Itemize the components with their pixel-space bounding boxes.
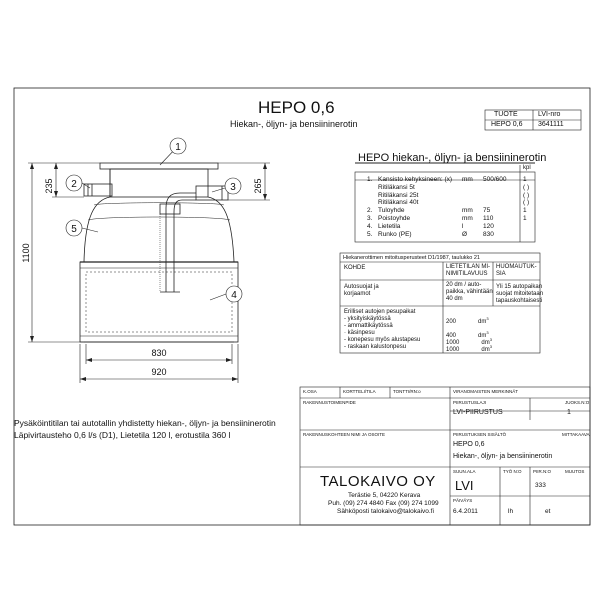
dim-830: 830 xyxy=(151,348,167,358)
lvi-label: LVI-nro xyxy=(538,111,561,118)
tb-paivays-label: PÄIVÄYS xyxy=(453,498,473,503)
tb-juoks-label: JUOKS.N:O xyxy=(565,400,590,405)
dimension-lines xyxy=(28,163,270,383)
volume-unit: dm xyxy=(481,340,490,346)
parts-unit: mm xyxy=(462,214,473,222)
tb-mittakaava-label: MITTAKAAVA xyxy=(562,432,590,437)
tb-piirnr-label: PIIR.N:O xyxy=(533,469,552,474)
row1-volume: 20 dm / auto- paikka, vähintään 40 dm xyxy=(446,282,493,302)
parts-table-row xyxy=(355,223,535,231)
dome xyxy=(84,197,234,262)
parts-no: 5. xyxy=(367,230,373,238)
parts-no: 1. xyxy=(367,176,373,183)
tb-sisalto-2: Hiekan-, öljyn- ja bensiininerotin xyxy=(453,453,553,460)
parts-table-row xyxy=(355,192,535,200)
parts-qty: ( ) xyxy=(523,183,530,191)
company-email: Sähköposti talokaivo@talokaivo.fi xyxy=(337,508,434,515)
parts-table-row xyxy=(355,231,535,239)
parts-name: Ritiläkansi 25t xyxy=(378,191,419,199)
parts-name: Poistoyhde xyxy=(378,214,411,222)
product-name: HEPO 0,6 xyxy=(491,121,523,128)
volume-unit-sup: 3 xyxy=(486,330,489,335)
dim-1100: 1100 xyxy=(21,243,31,263)
parts-qty: 1 xyxy=(523,176,527,183)
tuote-label: TUOTE xyxy=(494,111,518,118)
lvi-number: 3641111 xyxy=(538,121,564,128)
parts-table-row xyxy=(355,199,535,207)
lid xyxy=(100,163,218,169)
tb-tontti: TONTTI/RN:o xyxy=(393,389,421,394)
parts-value: 500/600 xyxy=(483,176,507,183)
parts-table-title: HEPO hiekan-, öljyn- ja bensiininerotin xyxy=(358,152,547,164)
callout-3: 3 xyxy=(230,182,236,193)
parts-name: Lietetila xyxy=(378,222,401,230)
tb-suunala: LVI xyxy=(455,478,474,493)
tb-et: et xyxy=(545,508,551,515)
description-line1: Pysäköintitilan tai autotallin yhdistetty hiekan-, öljyn- ja bensiininerotin xyxy=(14,418,276,428)
callout-1: 1 xyxy=(175,142,181,153)
tb-sisalto-1: HEPO 0,6 xyxy=(453,441,485,448)
description-line2: Läpivirtausteho 0,6 l/s (D1), Lietetila 120 l, erotustila 360 l xyxy=(14,430,231,440)
callout-4: 4 xyxy=(231,290,237,301)
parts-unit: mm xyxy=(462,207,473,215)
sludge-space xyxy=(86,272,232,332)
volume-unit-sup: 3 xyxy=(489,344,492,349)
company-phone: Puh. (09) 274 4840 Fax (09) 274 1099 xyxy=(328,500,439,507)
parts-qty: 1 xyxy=(523,207,527,215)
col-kohde: KOHDE xyxy=(344,265,366,271)
tb-piirustuslaji-label: PIIRUSTUSLAJI xyxy=(453,400,487,405)
row1-note: Yli 15 autopaikan suojat mitoitetaan tapauskohtaisesti xyxy=(496,284,544,304)
parts-no: 4. xyxy=(367,222,373,230)
parts-no: 2. xyxy=(367,207,373,215)
parts-unit: Ø xyxy=(462,230,468,238)
parts-name: Runko (PE) xyxy=(378,230,412,238)
row2-volume-value xyxy=(446,316,489,325)
tb-sisalto-label: PIIRUSTUKSEN SISÄLTÖ xyxy=(453,432,507,437)
parts-table xyxy=(355,176,535,238)
tb-k-osa: K.OSA xyxy=(303,389,317,394)
volume-unit-sup: 3 xyxy=(486,316,489,321)
parts-qty: ( ) xyxy=(523,191,530,199)
dimensioning-caption: Hiekanerottimen mitoitusperusteet D1/1987, taulukko 21 xyxy=(343,255,480,261)
parts-unit: mm xyxy=(462,176,473,183)
tb-tyonr-label: TYÖ N:O xyxy=(503,469,522,474)
parts-table-row xyxy=(355,215,535,223)
parts-table-row xyxy=(355,176,535,184)
tb-lh: lh xyxy=(508,508,514,515)
dim-265: 265 xyxy=(253,178,263,194)
col-huomautuksia: HUOMAUTUK- SIA xyxy=(496,264,537,277)
dim-235: 235 xyxy=(44,178,54,194)
parts-unit: l xyxy=(462,222,464,230)
tb-viranomaiset: VIRANOMAISTEN MERKINNÄT xyxy=(453,389,519,394)
parts-value: 75 xyxy=(483,207,491,215)
row1-target: Autosuojat ja korjaamot xyxy=(344,284,379,297)
parts-name: Ritiläkansi 40t xyxy=(378,199,419,207)
parts-qty: ( ) xyxy=(523,199,530,207)
volume-unit: dm xyxy=(481,347,490,353)
callout-5: 5 xyxy=(71,224,77,235)
parts-name: Tuloyhde xyxy=(378,207,405,215)
dip-pipe-outer xyxy=(166,193,196,292)
volume-number: 200 xyxy=(446,319,457,325)
company-name: TALOKAIVO OY xyxy=(320,473,436,490)
callout-2: 2 xyxy=(71,179,77,190)
parts-table-row xyxy=(355,207,535,215)
parts-table-row xyxy=(355,184,535,192)
parts-value: 120 xyxy=(483,222,494,230)
dim-920: 920 xyxy=(151,367,167,377)
tb-juoks-nr: 1 xyxy=(567,409,571,416)
lower-shell xyxy=(80,262,238,342)
volume-unit: dm xyxy=(478,319,487,325)
parts-name: Kansisto kehyksineen: (x) xyxy=(378,176,453,183)
tb-piirustuslaji: LVI-PIIRUSTUS xyxy=(453,409,503,416)
tb-paivays: 6.4.2011 xyxy=(453,508,478,515)
page-title: HEPO 0,6 xyxy=(258,98,335,117)
parts-qty: 1 xyxy=(523,214,527,222)
tb-piirnr: 333 xyxy=(535,482,546,489)
parts-value: 830 xyxy=(483,230,494,238)
page-subtitle: Hiekan-, öljyn- ja bensiininerotin xyxy=(230,119,358,129)
row2-target: Erilliset autojen pesupaikat - yksityiskäytössä - ammattikäytössä · käsinpesu - konepesu myös alustapesu - raskaan kalustonpesu xyxy=(344,309,421,350)
parts-no: 3. xyxy=(367,214,373,222)
tb-kortteli: KORTTELI/TILA xyxy=(343,389,376,394)
col-lietetila: LIETETILAN MI- NIMITILAVUUS xyxy=(446,264,491,277)
volume-number: 400 xyxy=(446,333,457,339)
tb-muutos-label: MUUTOS xyxy=(565,469,585,474)
volume-number: 1000 xyxy=(446,340,460,346)
tb-rakennuskohde: RAKENNUSKOHTEEN NIMI JA OSOITE xyxy=(303,432,386,437)
company-address: Terästie 5, 04220 Kerava xyxy=(348,492,421,499)
kpl-label: kpl xyxy=(523,165,531,171)
tb-suunala-label: SUUN.ALA xyxy=(453,469,476,474)
volume-unit: dm xyxy=(478,333,487,339)
volume-number: 1000 xyxy=(446,347,460,353)
parts-value: 110 xyxy=(483,214,494,222)
tb-rakennustoimenpide: RAKENNUSTOIMENPIDE xyxy=(303,400,356,405)
row2-volume-value xyxy=(446,344,492,353)
parts-name: Ritiläkansi 5t xyxy=(378,183,415,191)
separator-drawing xyxy=(80,163,238,342)
volume-unit-sup: 3 xyxy=(489,337,492,342)
